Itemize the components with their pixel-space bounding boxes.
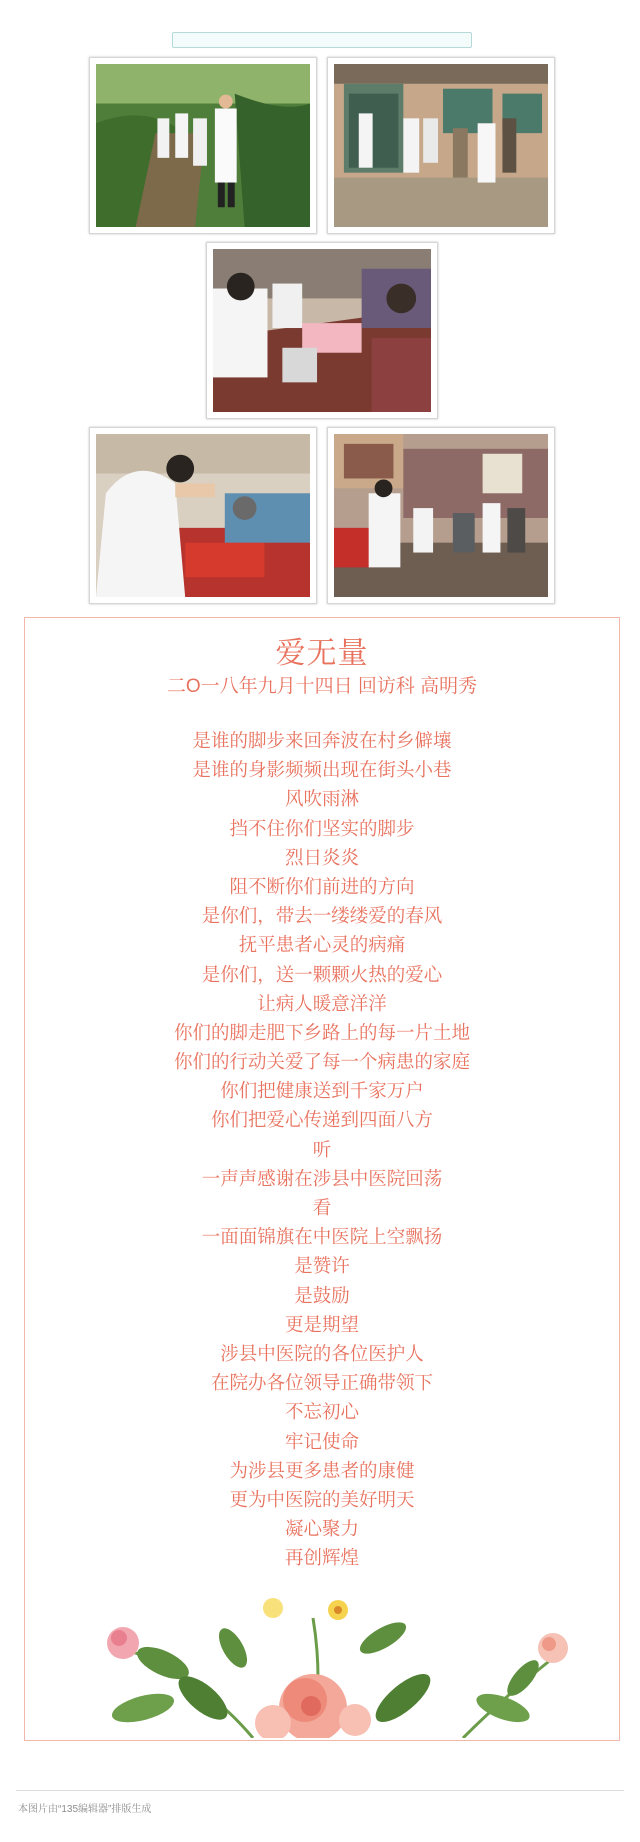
poem-line: 凝心聚力 <box>284 1518 359 1540</box>
top-banner-bar <box>172 32 472 48</box>
poem-line: 是鼓励 <box>294 1284 350 1306</box>
poem-line: 更是期望 <box>284 1313 359 1335</box>
poem-line: 让病人暖意洋洋 <box>257 992 387 1014</box>
poem-line: 更为中医院的美好明天 <box>229 1488 415 1510</box>
poem-line: 在院办各位领导正确带领下 <box>210 1372 433 1394</box>
poem-line: 是谁的身影频频出现在街头小巷 <box>192 759 452 781</box>
poem-line: 阻不断你们前进的方向 <box>229 875 415 897</box>
poem-line: 再创辉煌 <box>284 1547 359 1569</box>
photo-village-path <box>89 57 317 234</box>
poem-line: 看 <box>312 1197 332 1218</box>
poem-line: 你们的行动关爱了每一个病患的家庭 <box>173 1051 470 1073</box>
poem-line: 挡不住你们坚实的脚步 <box>229 817 415 839</box>
footer-divider <box>16 1790 624 1791</box>
poem-line: 是谁的脚步来回奔波在村乡僻壤 <box>192 730 452 751</box>
poem-line: 风吹雨淋 <box>284 788 359 810</box>
poem-line: 是你们，送一颗颗火热的爱心 <box>201 963 443 985</box>
poem-line: 牢记使命 <box>284 1430 359 1452</box>
photo-home-consultation <box>327 427 555 604</box>
photo-bedside-exam <box>89 427 317 604</box>
poem-line: 你们把健康送到千家万户 <box>220 1080 424 1102</box>
poem-line: 一声声感谢在涉县中医院回荡 <box>201 1167 443 1189</box>
poem-line: 你们把爱心传递到四面八方 <box>210 1109 433 1131</box>
poem-line: 烈日炎炎 <box>284 846 359 868</box>
poem-line: 一面面锦旗在中医院上空飘扬 <box>201 1226 443 1248</box>
photo-clinic-table <box>206 242 438 419</box>
poem-line: 听 <box>312 1138 332 1160</box>
poem-line: 抚平患者心灵的病痛 <box>238 934 406 956</box>
footer-credit: 本图片由“135编辑器”排版生成 <box>18 1804 152 1815</box>
poem-card <box>24 617 620 1741</box>
poem-line: 是赞许 <box>294 1255 350 1277</box>
poem-title: 爱无量 <box>275 637 369 670</box>
poem-line: 涉县中医院的各位医护人 <box>220 1342 424 1364</box>
poem-line: 是你们，带去一缕缕爱的春风 <box>201 905 443 927</box>
poem-byline: 二O一八年九月十四日 回访科 高明秀 <box>166 676 478 697</box>
flower-illustration <box>83 1588 583 1738</box>
poem-line: 不忘初心 <box>284 1401 359 1423</box>
poem-lines <box>25 726 619 1572</box>
poem-line: 你们的脚走肥下乡路上的每一片土地 <box>173 1021 470 1043</box>
poem-line: 为涉县更多患者的康健 <box>229 1459 415 1481</box>
photo-house-visit <box>327 57 555 234</box>
